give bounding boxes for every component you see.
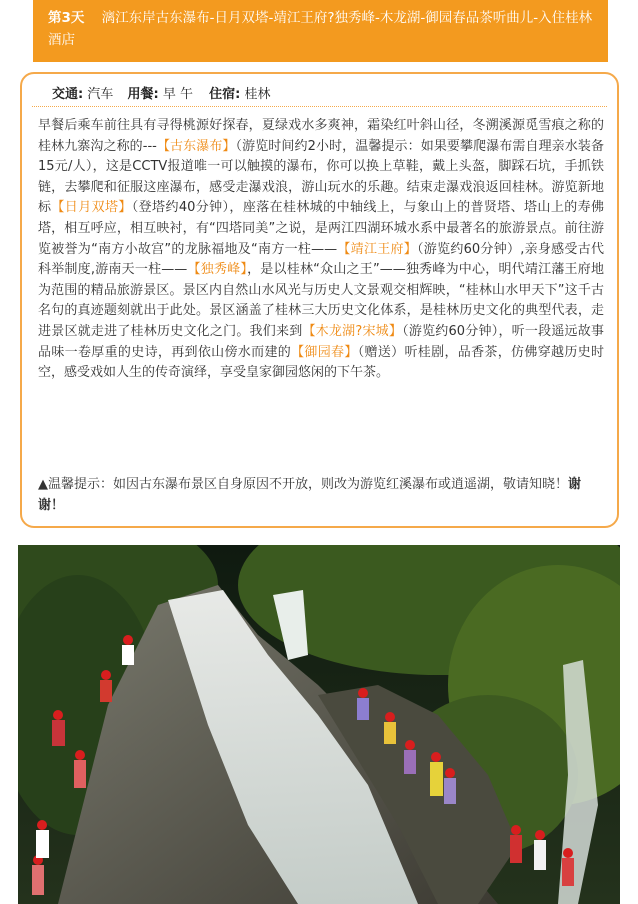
day-header-banner: [33, 0, 608, 62]
paragraph-text: （游览约60分钟）,亲身感受古代科举制度,游南天一柱——: [38, 241, 604, 278]
spot-duxiu-peak: 【独秀峰】: [187, 262, 248, 278]
paragraph-text: 早餐后乘车前往具有寻得桃源好探春，夏绿戏水多爽神，霜染红叶斜山径，冬溯溪源觅雪痕之称的桂林九寨沟之称的---: [38, 118, 604, 154]
itinerary-card: [20, 72, 619, 528]
paragraph-text: （游览时间约2小时，温馨提示：如果要攀爬瀑布需自理亲水装备15元/人），这是CCTV报道唯一可以触摸的瀑布，你可以换上草鞋，戴上头盔，脚踩石坑，手抓铁链，去攀爬和征服这座瀑布，感受走瀑戏浪，游山玩水的乐趣。结束走瀑戏浪返回桂林。游览新地标: [38, 138, 604, 216]
warm-tip: [38, 474, 604, 516]
waterfall-photo: [18, 545, 620, 904]
paragraph-text: （登塔约40分钟），座落在桂林城的中轴线上，与象山上的普贤塔、塔山上的寿佛塔，相互呼应，相互映衬，有“四塔同美”之说，是两江四湖环城水系中最著名的旅游景点。前往游览被誉为“南方小故宫”的龙脉福地及“南方一柱——: [38, 200, 604, 257]
paragraph-text: （赠送）听桂剧，品香茶，仿佛穿越历史时空，感受戏如人生的传奇演绎，享受皇家御园悠闲的下午茶。: [38, 344, 604, 381]
meal-label: 用餐:: [127, 87, 159, 102]
spot-gudong-waterfall: 【古东瀑布】: [156, 138, 236, 154]
card-divider: [32, 106, 607, 107]
spot-yuyuanchun: 【御园春】: [291, 344, 358, 360]
paragraph-text: （游览约60分钟），听一段遥远故事品味一卷厚重的史诗，再到依山傍水而建的: [38, 323, 604, 360]
info-row: [52, 83, 270, 102]
stay-label: 住宿:: [209, 87, 241, 102]
spot-jingjiang-palace: 【靖江王府】: [337, 241, 418, 257]
day-number: 第3天: [48, 10, 85, 26]
itinerary-description: [38, 116, 604, 384]
meal-value: 早 午: [162, 87, 193, 102]
transport-value: 汽车: [87, 87, 114, 102]
tip-thanks: 谢谢！: [38, 477, 582, 513]
transport-label: 交通:: [52, 87, 84, 102]
stay-value: 桂林: [244, 87, 271, 102]
day-route: 漓江东岸古东瀑布-日月双塔-靖江王府?独秀峰-木龙湖-御园春品茶听曲儿-入住桂林酒店: [48, 10, 593, 48]
paragraph-text: ，是以桂林“众山之王”——独秀峰为中心，明代靖江藩王府地为范围的精品旅游景区。景区内自然山水风光与历史人文景观交相辉映，“桂林山水甲天下”这千古名句的真迹题刻就出于此处。景区涵盖了桂林三大历史文化体系，是桂林历史文化的典型代表，走进景区就走进了桂林历史文化之门。我们来到: [38, 262, 604, 339]
spot-mulong-lake: 【木龙湖?宋城】: [302, 323, 403, 339]
spot-sun-moon-pagodas: 【日月双塔】: [51, 200, 132, 216]
tip-text: ▲温馨提示：如因古东瀑布景区自身原因不开放，则改为游览红溪瀑布或逍遥湖，敬请知晓！: [38, 477, 568, 492]
